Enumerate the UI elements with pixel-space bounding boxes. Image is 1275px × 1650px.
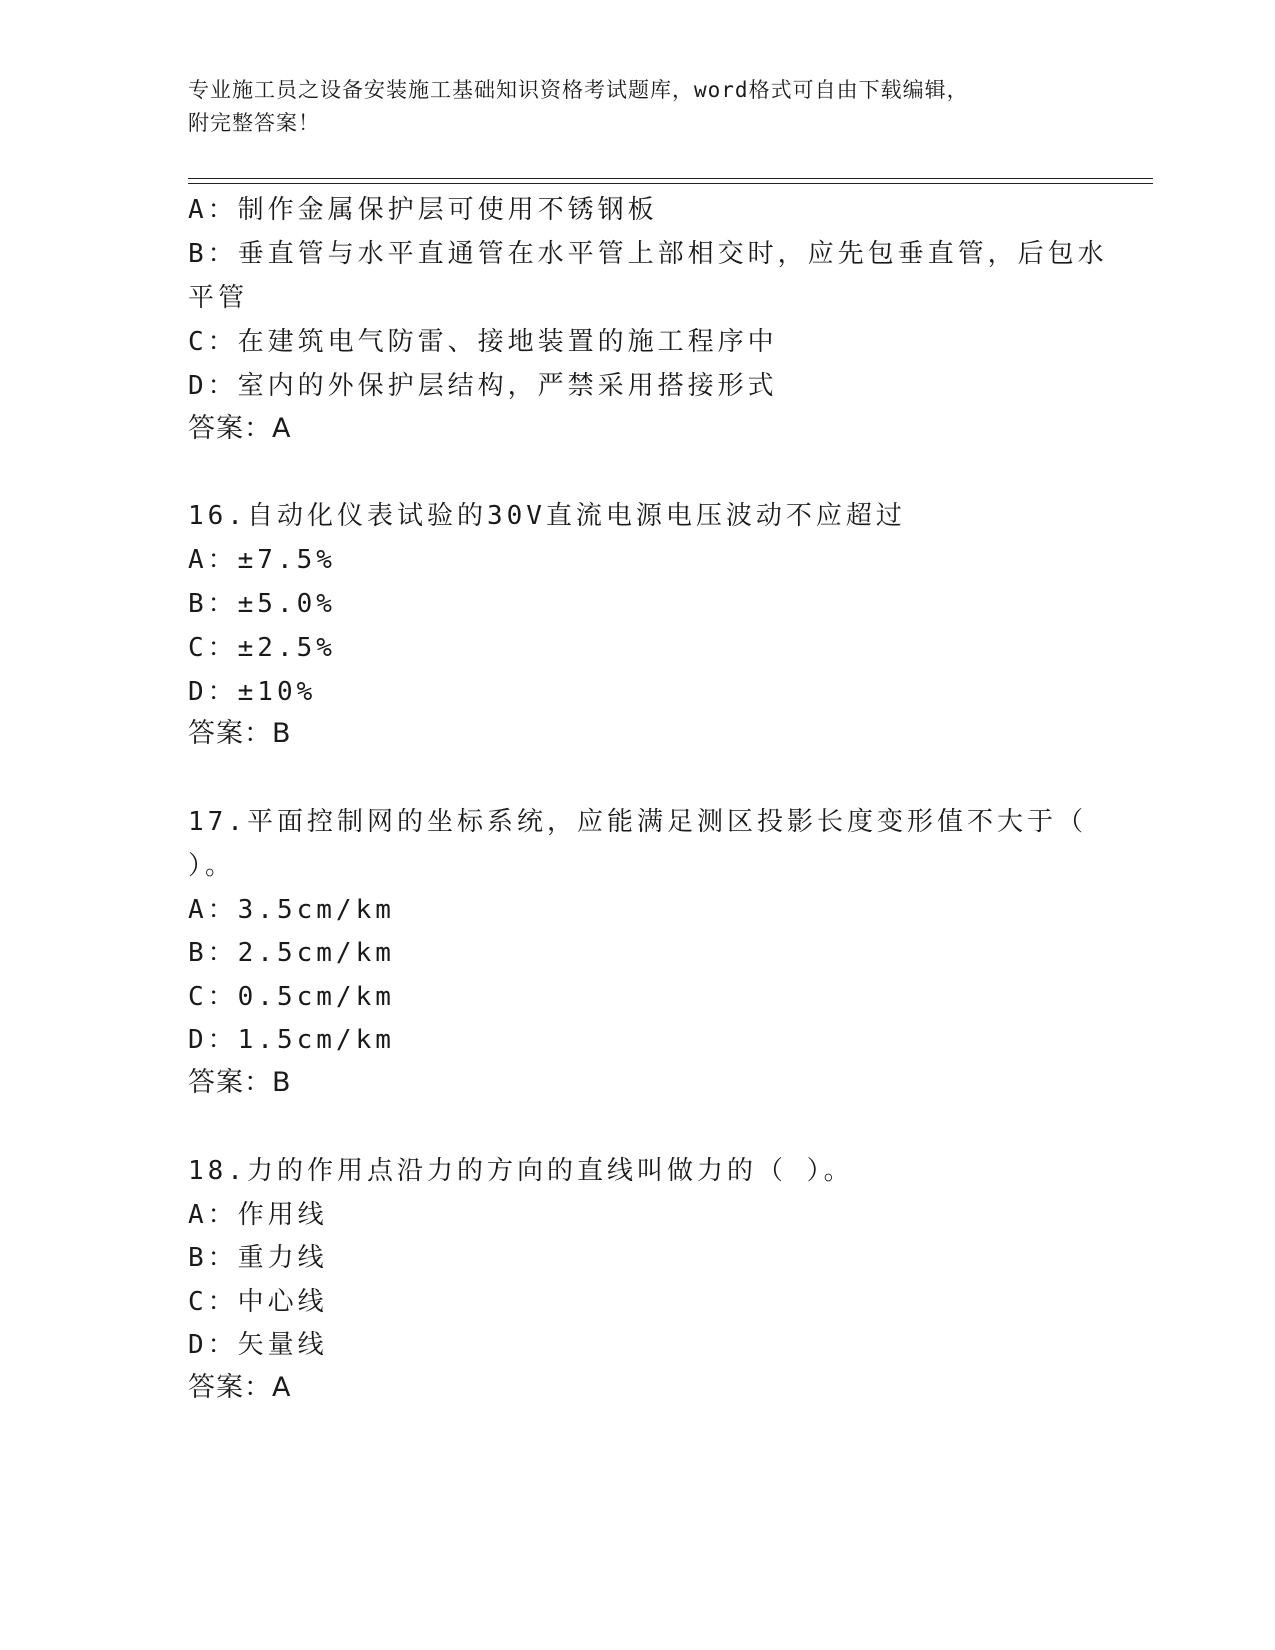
q18-option-d: D：矢量线 <box>188 1330 328 1360</box>
q18-option-a: A：作用线 <box>188 1200 328 1230</box>
q18-answer: 答案：A <box>188 1372 292 1403</box>
q18-option-b: B：重力线 <box>188 1243 328 1273</box>
q15-option-c: C：在建筑电气防雷、接地装置的施工程序中 <box>188 327 778 357</box>
q17-option-d: D：1.5cm/km <box>188 1025 395 1055</box>
q16-answer: 答案：B <box>188 718 292 749</box>
q17-option-b: B：2.5cm/km <box>188 938 395 968</box>
q15-option-d: D：室内的外保护层结构，严禁采用搭接形式 <box>188 371 778 401</box>
q17-question-line2: ）。 <box>188 851 236 881</box>
q16-option-b: B：±5.0% <box>188 589 336 619</box>
q18-option-c: C：中心线 <box>188 1287 328 1317</box>
q15-option-b-line2: 平管 <box>188 283 249 313</box>
q16-option-d: D：±10% <box>188 677 317 707</box>
q16-option-a: A：±7.5% <box>188 545 336 575</box>
q15-answer: 答案：A <box>188 413 292 444</box>
q17-option-c: C：0.5cm/km <box>188 982 395 1012</box>
q15-option-a: A：制作金属保护层可使用不锈钢板 <box>188 195 658 225</box>
q18-question: 18.力的作用点沿力的方向的直线叫做力的（ ）。 <box>188 1156 854 1186</box>
header-divider-bottom <box>188 183 1153 184</box>
header-line-1: 专业施工员之设备安装施工基础知识资格考试题库，word格式可自由下载编辑， <box>188 78 969 102</box>
q17-answer: 答案：B <box>188 1067 292 1098</box>
document-header <box>188 74 1088 140</box>
q17-question-line1: 17.平面控制网的坐标系统，应能满足测区投影长度变形值不大于（ <box>188 807 1087 837</box>
header-line-2: 附完整答案！ <box>188 111 320 135</box>
q15-option-b-line1: B：垂直管与水平直通管在水平管上部相交时，应先包垂直管，后包水 <box>188 239 1108 269</box>
q16-option-c: C：±2.5% <box>188 633 336 663</box>
q17-option-a: A：3.5cm/km <box>188 895 395 925</box>
header-divider-top <box>188 178 1153 179</box>
q16-question: 16.自动化仪表试验的30V直流电源电压波动不应超过 <box>188 501 906 531</box>
